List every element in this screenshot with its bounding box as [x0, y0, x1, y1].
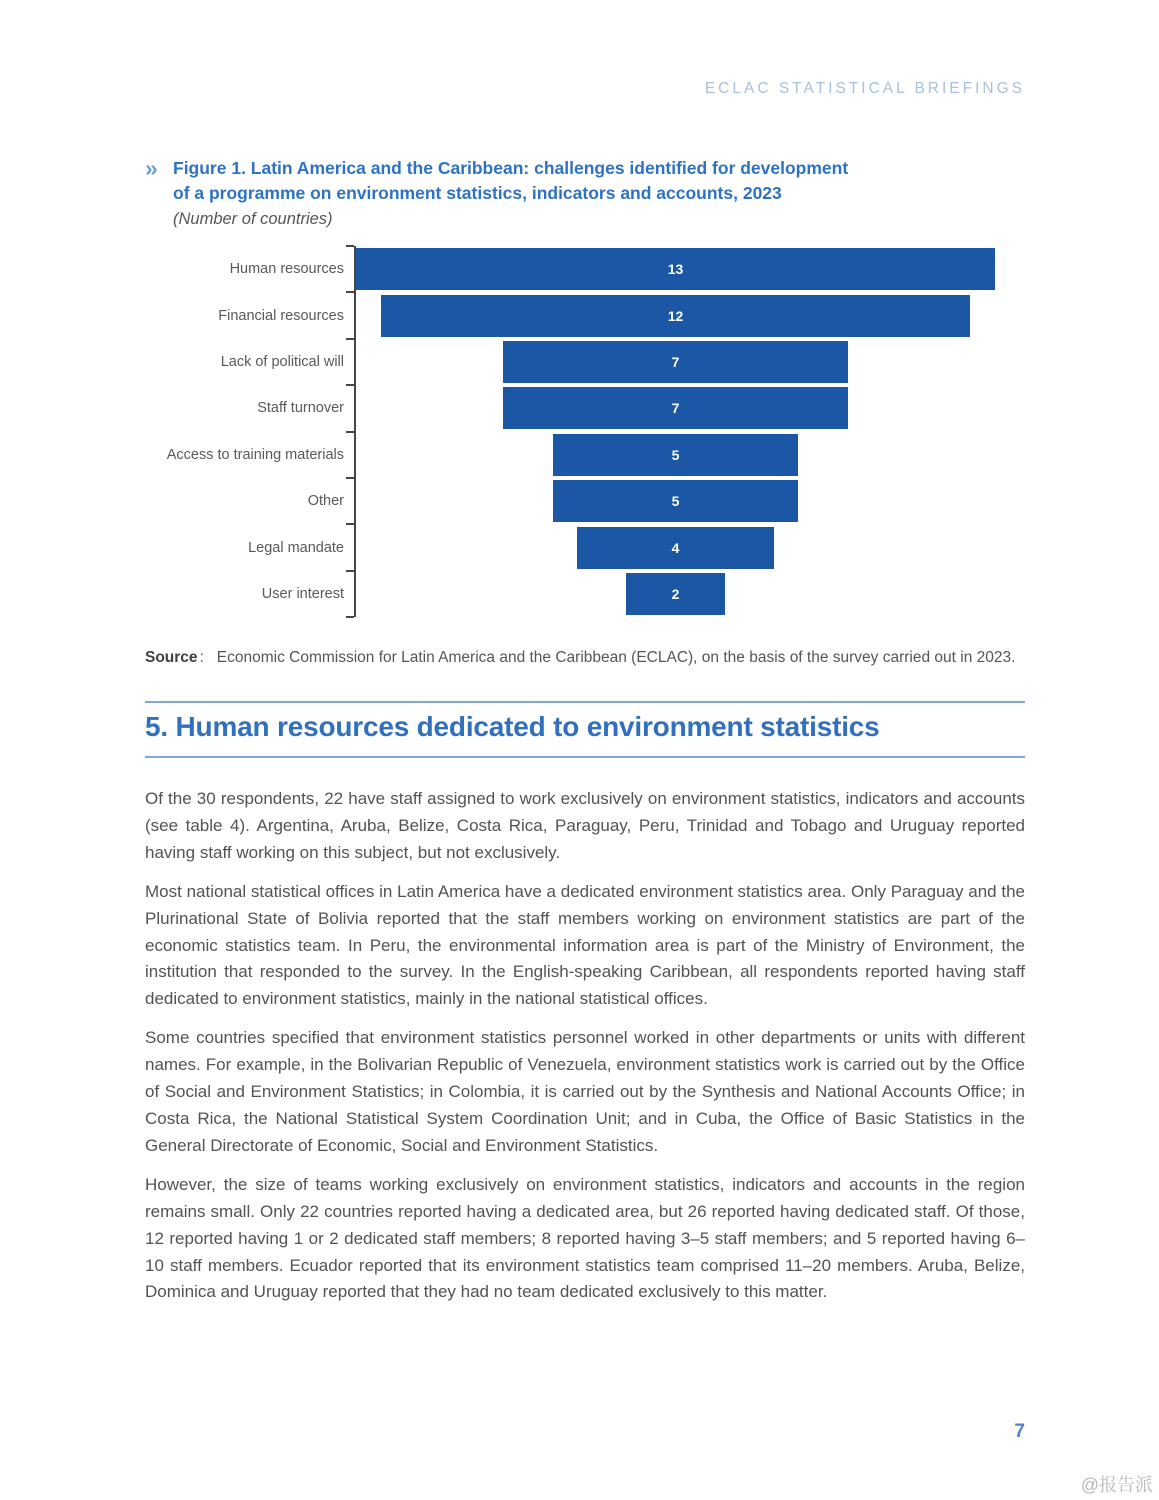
source-text: : Economic Commission for Latin America and the Caribbean (ECLAC), on the basis of the survey carried out in 2023.	[199, 649, 1016, 666]
figure-subtitle: (Number of countries)	[173, 210, 333, 228]
chart-row	[145, 524, 995, 570]
chart-plot-area	[354, 385, 995, 431]
chart-row	[145, 246, 995, 292]
chart-bar	[626, 573, 724, 615]
chart-row	[145, 432, 995, 478]
chart-bar-value: 12	[667, 307, 684, 324]
section-heading: 5. Human resources dedicated to environment statistics	[145, 711, 880, 742]
brand-header: ECLAC STATISTICAL BRIEFINGS	[704, 80, 1025, 97]
figure-title	[173, 156, 1025, 205]
chart-bar-value: 4	[671, 539, 680, 556]
page-number: 7	[1014, 1421, 1025, 1442]
chart-category-label: Human resources	[229, 261, 344, 278]
chart-bar-value: 5	[671, 446, 680, 463]
chart-category-label: Other	[307, 493, 344, 510]
chart-bar	[577, 527, 774, 569]
chart-bar-value: 5	[671, 493, 680, 510]
paragraph-3: Some countries specified that environment statistics personnel worked in other departments or units with different names. For example, in the Bolivarian Republic of Venezuela, environment statistics work is carried out by the Office of Social and Environment Statistics; in Colombia, it is carried out by the Synthesis and National Accounts Office; in Costa Rica, the National Statistical System Coordination Unit; and in Cuba, the Office of Basic Statistics in the General Directorate of Economic, Social and Environment Statistics.	[145, 1028, 1025, 1155]
chart-bar	[381, 295, 971, 337]
figure-header	[145, 156, 1025, 229]
chart-plot-area	[354, 246, 995, 292]
paragraph-4: However, the size of teams working exclusively on environment statistics, indicators and accounts in the region remains small. Only 22 countries reported having a dedicated area, but 26 reported having dedicated staff. Of those, 12 reported having 1 or 2 dedicated staff members; 8 reported having 3–5 staff members; and 5 reported having 6–10 staff members. Ecuador reported that its environment statistics team comprised 11–20 members. Aruba, Belize, Dominica and Uruguay reported that they had no team dedicated exclusively to this matter.	[145, 1174, 1025, 1302]
chart-row	[145, 385, 995, 431]
chart-category-label: Lack of political will	[220, 353, 344, 370]
chart-bar-value: 7	[671, 353, 680, 370]
chart-plot-area	[354, 478, 995, 524]
figure-title-line-1: Figure 1. Latin America and the Caribbean: challenges identified for development	[173, 158, 849, 178]
chart-bar-value: 7	[671, 400, 680, 417]
body-text	[145, 786, 1025, 1318]
chart-bar-value: 2	[671, 585, 680, 602]
chart-plot-area	[354, 339, 995, 385]
chart-plot-area	[354, 524, 995, 570]
chart-bar	[503, 341, 847, 383]
divider-top	[145, 701, 1025, 703]
chart-plot-area	[354, 292, 995, 338]
source-label: Source	[145, 649, 198, 666]
figure-title-line-2: of a programme on environment statistics, indicators and accounts, 2023	[173, 182, 782, 203]
funnel-bar-chart	[145, 246, 995, 617]
chart-plot-area	[354, 432, 995, 478]
chart-category-label: User interest	[261, 585, 344, 602]
chart-row	[145, 339, 995, 385]
chart-row	[145, 292, 995, 338]
chart-category-label: Legal mandate	[248, 539, 344, 556]
figure-source	[145, 649, 1025, 667]
chart-bar	[356, 248, 995, 290]
chart-category-label: Access to training materials	[166, 446, 344, 463]
chart-plot-area	[354, 571, 995, 617]
chart-row	[145, 478, 995, 524]
chart-row	[145, 571, 995, 617]
divider-bottom	[145, 756, 1025, 758]
paragraph-1: Of the 30 respondents, 22 have staff assigned to work exclusively on environment statistics, indicators and accounts (see table 4). Argentina, Aruba, Belize, Costa Rica, Paraguay, Peru, Trinidad and Tobago and Uruguay reported having staff working on this subject, but not exclusively.	[145, 789, 1025, 862]
chart-bar-value: 13	[667, 261, 684, 278]
watermark: @报告派	[1080, 1475, 1153, 1495]
chart-category-label: Financial resources	[218, 307, 344, 324]
double-chevron-icon: »	[145, 155, 158, 181]
chart-bar	[553, 480, 799, 522]
chart-bar	[503, 387, 847, 429]
paragraph-2: Most national statistical offices in Latin America have a dedicated environment statistics area. Only Paraguay and the Plurinational State of Bolivia reported that the staff members working on environment statistics are part of the economic statistics team. In Peru, the environmental information area is part of the Ministry of Environment, the institution that responded to the survey. In the English-speaking Caribbean, all respondents reported having staff dedicated to environment statistics, mainly in the national statistical offices.	[145, 881, 1025, 1009]
chart-bar	[553, 434, 799, 476]
chart-category-label: Staff turnover	[257, 400, 344, 417]
